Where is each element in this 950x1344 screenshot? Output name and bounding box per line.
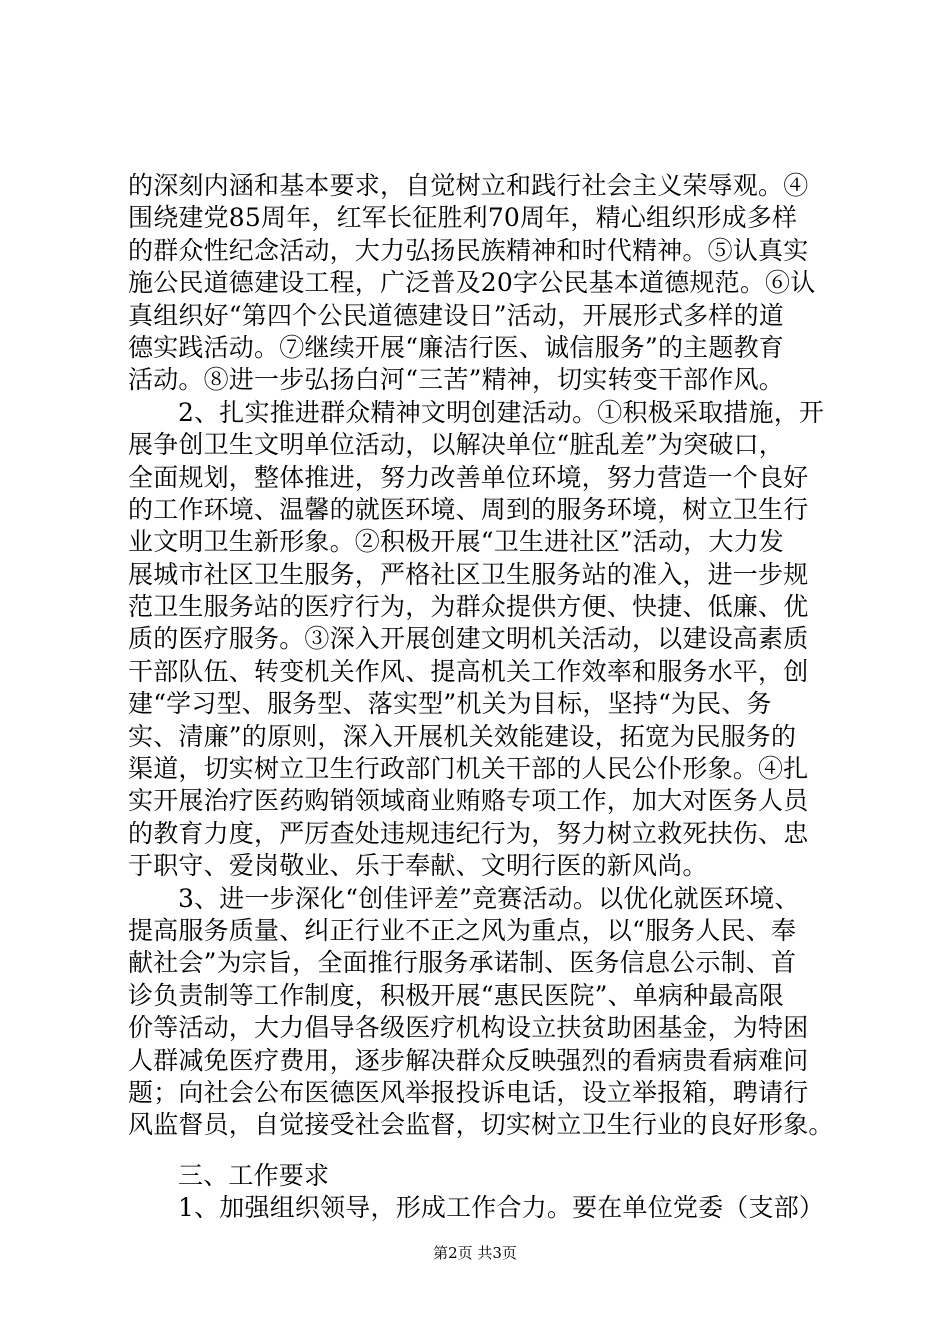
page-number-footer: 第2页 共3页: [433, 1244, 517, 1262]
text-line: 的教育力度，严厉查处违规违纪行为，努力树立救死扶伤、忠: [128, 818, 809, 848]
paragraph-1: [128, 170, 828, 397]
text-line: 于职守、爱岗敬业、乐于奉献、文明行医的新风尚。: [128, 851, 708, 881]
text-line: 干部队伍、转变机关作风、提高机关工作效率和服务水平，创: [128, 656, 809, 686]
text-line: 建“学习型、服务型、落实型”机关为目标，坚持“为民、务: [128, 689, 772, 719]
text-line: 诊负责制等工作制度，积极开展“惠民医院”、单病种最高限: [128, 980, 784, 1010]
text-line: 德实践活动。⑦继续开展“廉洁行医、诚信服务”的主题教育: [128, 332, 784, 362]
text-line: 施公民道德建设工程，广泛普及20字公民基本道德规范。⑥认: [128, 268, 816, 298]
text-line: 业文明卫生新形象。②积极开展“卫生进社区”活动，大力发: [128, 527, 784, 557]
section-spacer: [128, 1142, 828, 1160]
text-line: 风监督员，自觉接受社会监督，切实树立卫生行业的良好形象。: [128, 1110, 834, 1140]
text-line: 价等活动，大力倡导各级医疗机构设立扶贫助困基金，为特困: [128, 1013, 809, 1043]
text-line: 提高服务质量、纠正行业不正之风为重点，以“服务人民、奉: [128, 915, 797, 945]
text-line: 1、加强组织领导，形成工作合力。要在单位党委（支部）: [178, 1193, 825, 1223]
section-heading: 三、工作要求: [178, 1160, 330, 1190]
text-line: 实、清廉”的原则，深入开展机关效能建设，拓宽为民服务的: [128, 721, 797, 751]
text-line: 展城市社区卫生服务，严格社区卫生服务站的准入，进一步规: [128, 559, 809, 589]
text-line: 题；向社会公布医德医风举报投诉电话，设立举报箱，聘请行: [128, 1077, 809, 1107]
text-line: 的深刻内涵和基本要求，自觉树立和践行社会主义荣辱观。④: [128, 171, 809, 200]
text-line: 渠道，切实树立卫生行政部门机关干部的人民公仆形象。④扎: [128, 754, 809, 784]
text-line: 人群减免医疗费用，逐步解决群众反映强烈的看病贵看病难问: [128, 1045, 809, 1075]
document-body: [128, 170, 834, 1225]
text-line: 2、扎实推进群众精神文明创建活动。①积极采取措施，开: [178, 397, 825, 427]
paragraph-2: [128, 397, 828, 883]
paragraph-3: [128, 883, 834, 1142]
text-line: 真组织好“第四个公民道德建设日”活动，开展形式多样的道: [128, 300, 784, 330]
text-line: 全面规划，整体推进，努力改善单位环境，努力营造一个良好: [128, 462, 809, 492]
text-line: 围绕建党85周年，红军长征胜利70周年，精心组织形成多样: [128, 203, 798, 233]
text-line: 的群众性纪念活动，大力弘扬民族精神和时代精神。⑤认真实: [128, 235, 809, 265]
text-line: 的工作环境、温馨的就医环境、周到的服务环境，树立卫生行: [128, 494, 809, 524]
text-line: 质的医疗服务。③深入开展创建文明机关活动，以建设高素质: [128, 624, 809, 654]
text-line: 献社会”为宗旨，全面推行服务承诺制、医务信息公示制、首: [128, 948, 797, 978]
text-line: 范卫生服务站的医疗行为，为群众提供方便、快捷、低廉、优: [128, 592, 809, 622]
text-line: 展争创卫生文明单位活动，以解决单位“脏乱差”为突破口，: [128, 430, 784, 460]
text-line: 实开展治疗医药购销领域商业贿赂专项工作，加大对医务人员: [128, 786, 809, 816]
text-line: 活动。⑧进一步弘扬白河“三苦”精神，切实转变干部作风。: [128, 365, 784, 395]
text-line: 3、进一步深化“创佳评差”竞赛活动。以优化就医环境、: [178, 883, 800, 913]
